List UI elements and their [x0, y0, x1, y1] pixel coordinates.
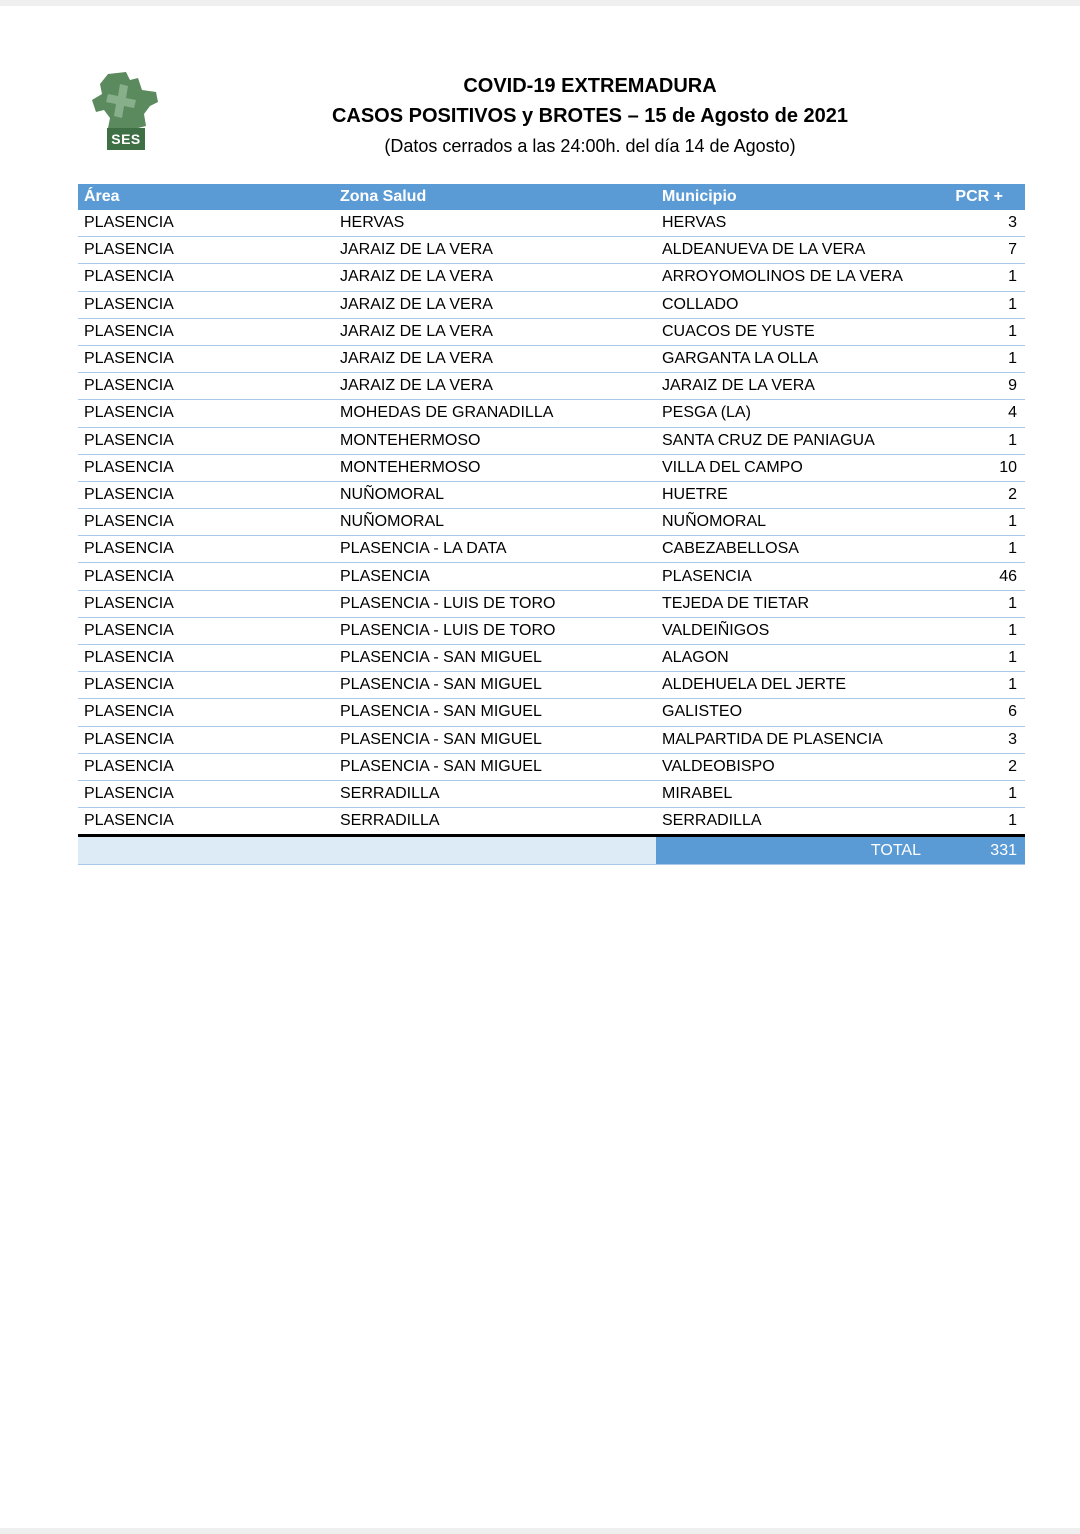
cell-municipio: ARROYOMOLINOS DE LA VERA — [656, 264, 926, 291]
cell-pcr: 6 — [926, 699, 1025, 726]
cell-zona-salud: NUÑOMORAL — [334, 509, 656, 536]
cell-area: PLASENCIA — [78, 373, 334, 400]
cell-area: PLASENCIA — [78, 400, 334, 427]
cell-municipio: PLASENCIA — [656, 563, 926, 590]
cell-municipio: SANTA CRUZ DE PANIAGUA — [656, 427, 926, 454]
cell-municipio: COLLADO — [656, 291, 926, 318]
cell-zona-salud: PLASENCIA - SAN MIGUEL — [334, 726, 656, 753]
cell-zona-salud: PLASENCIA - SAN MIGUEL — [334, 699, 656, 726]
document-header — [290, 72, 890, 160]
document-subtitle: CASOS POSITIVOS y BROTES – 15 de Agosto de 2021 — [331, 105, 849, 127]
column-header-zona-salud: Zona Salud — [334, 184, 656, 210]
data-cutoff-note: (Datos cerrados a las 24:00h. del día 14 de Agosto) — [384, 136, 796, 156]
cell-area: PLASENCIA — [78, 726, 334, 753]
cell-municipio: VILLA DEL CAMPO — [656, 454, 926, 481]
cell-pcr: 1 — [926, 536, 1025, 563]
ses-logo — [86, 70, 164, 152]
cell-pcr: 1 — [926, 509, 1025, 536]
cases-table — [78, 184, 1025, 865]
table-row — [78, 427, 1025, 454]
cell-municipio: GARGANTA LA OLLA — [656, 345, 926, 372]
cell-pcr: 1 — [926, 808, 1025, 836]
table-row — [78, 345, 1025, 372]
cell-pcr: 4 — [926, 400, 1025, 427]
total-label: TOTAL — [870, 841, 921, 859]
cell-zona-salud: NUÑOMORAL — [334, 481, 656, 508]
cell-municipio: TEJEDA DE TIETAR — [656, 590, 926, 617]
cell-pcr: 10 — [926, 454, 1025, 481]
table-row — [78, 617, 1025, 644]
cell-zona-salud: JARAIZ DE LA VERA — [334, 373, 656, 400]
cell-area: PLASENCIA — [78, 509, 334, 536]
total-row-spacer — [78, 836, 656, 865]
cell-zona-salud: SERRADILLA — [334, 808, 656, 836]
cell-municipio: MIRABEL — [656, 780, 926, 807]
cell-zona-salud: PLASENCIA - SAN MIGUEL — [334, 672, 656, 699]
cell-pcr: 1 — [926, 780, 1025, 807]
cell-zona-salud: PLASENCIA - LA DATA — [334, 536, 656, 563]
cell-zona-salud: MONTEHERMOSO — [334, 454, 656, 481]
cell-zona-salud: JARAIZ DE LA VERA — [334, 237, 656, 264]
table-row — [78, 590, 1025, 617]
cell-area: PLASENCIA — [78, 318, 334, 345]
total-row — [78, 836, 1025, 865]
table-row — [78, 509, 1025, 536]
cell-area: PLASENCIA — [78, 264, 334, 291]
cell-area: PLASENCIA — [78, 617, 334, 644]
cell-municipio: HERVAS — [656, 210, 926, 237]
cell-zona-salud: PLASENCIA - SAN MIGUEL — [334, 753, 656, 780]
cell-pcr: 1 — [926, 590, 1025, 617]
cell-area: PLASENCIA — [78, 645, 334, 672]
cell-pcr: 1 — [926, 345, 1025, 372]
cell-area: PLASENCIA — [78, 291, 334, 318]
cell-zona-salud: PLASENCIA - LUIS DE TORO — [334, 617, 656, 644]
cell-pcr: 1 — [926, 264, 1025, 291]
cell-municipio: CUACOS DE YUSTE — [656, 318, 926, 345]
cell-pcr: 1 — [926, 617, 1025, 644]
cell-area: PLASENCIA — [78, 210, 334, 237]
table-row — [78, 645, 1025, 672]
cell-pcr: 1 — [926, 291, 1025, 318]
cell-municipio: GALISTEO — [656, 699, 926, 726]
cell-municipio: MALPARTIDA DE PLASENCIA — [656, 726, 926, 753]
table-row — [78, 699, 1025, 726]
table-row — [78, 454, 1025, 481]
cell-zona-salud: PLASENCIA - LUIS DE TORO — [334, 590, 656, 617]
table-row — [78, 808, 1025, 836]
cell-pcr: 1 — [926, 318, 1025, 345]
table-row — [78, 536, 1025, 563]
cell-municipio: PESGA (LA) — [656, 400, 926, 427]
cell-pcr: 46 — [926, 563, 1025, 590]
table-row — [78, 672, 1025, 699]
logo-text: SES — [111, 131, 141, 147]
table-row — [78, 400, 1025, 427]
cell-area: PLASENCIA — [78, 590, 334, 617]
cell-area: PLASENCIA — [78, 563, 334, 590]
cell-area: PLASENCIA — [78, 481, 334, 508]
cell-zona-salud: JARAIZ DE LA VERA — [334, 264, 656, 291]
table-row — [78, 726, 1025, 753]
cell-area: PLASENCIA — [78, 672, 334, 699]
total-cell — [656, 836, 1025, 865]
cell-zona-salud: PLASENCIA - SAN MIGUEL — [334, 645, 656, 672]
cell-area: PLASENCIA — [78, 237, 334, 264]
cell-area: PLASENCIA — [78, 454, 334, 481]
cell-pcr: 7 — [926, 237, 1025, 264]
table-row — [78, 291, 1025, 318]
cell-pcr: 2 — [926, 753, 1025, 780]
table-header-row — [78, 184, 1025, 210]
table-row — [78, 780, 1025, 807]
cell-zona-salud: PLASENCIA — [334, 563, 656, 590]
cell-zona-salud: MOHEDAS DE GRANADILLA — [334, 400, 656, 427]
cell-municipio: SERRADILLA — [656, 808, 926, 836]
cell-area: PLASENCIA — [78, 808, 334, 836]
cell-municipio: VALDEIÑIGOS — [656, 617, 926, 644]
cell-pcr: 1 — [926, 645, 1025, 672]
cell-area: PLASENCIA — [78, 427, 334, 454]
table-body — [78, 210, 1025, 865]
table-row — [78, 264, 1025, 291]
cell-pcr: 1 — [926, 427, 1025, 454]
table-row — [78, 373, 1025, 400]
cell-municipio: VALDEOBISPO — [656, 753, 926, 780]
table-row — [78, 210, 1025, 237]
cell-zona-salud: JARAIZ DE LA VERA — [334, 345, 656, 372]
table-row — [78, 318, 1025, 345]
cell-zona-salud: JARAIZ DE LA VERA — [334, 291, 656, 318]
table-row — [78, 481, 1025, 508]
table-row — [78, 237, 1025, 264]
total-value: 331 — [990, 841, 1017, 859]
cell-zona-salud: HERVAS — [334, 210, 656, 237]
cell-area: PLASENCIA — [78, 699, 334, 726]
cell-pcr: 3 — [926, 210, 1025, 237]
cell-area: PLASENCIA — [78, 536, 334, 563]
table-row — [78, 563, 1025, 590]
cell-pcr: 9 — [926, 373, 1025, 400]
document-title: COVID-19 EXTREMADURA — [463, 75, 717, 97]
table-row — [78, 753, 1025, 780]
cell-area: PLASENCIA — [78, 780, 334, 807]
cell-municipio: ALDEHUELA DEL JERTE — [656, 672, 926, 699]
cell-municipio: HUETRE — [656, 481, 926, 508]
cell-zona-salud: SERRADILLA — [334, 780, 656, 807]
cell-municipio: ALAGON — [656, 645, 926, 672]
column-header-municipio: Municipio — [656, 184, 926, 210]
cell-pcr: 2 — [926, 481, 1025, 508]
cell-pcr: 1 — [926, 672, 1025, 699]
column-header-area: Área — [78, 184, 334, 210]
cell-municipio: NUÑOMORAL — [656, 509, 926, 536]
bottom-strip — [0, 1528, 1080, 1534]
column-header-pcr: PCR + — [926, 184, 1025, 210]
cell-municipio: CABEZABELLOSA — [656, 536, 926, 563]
top-strip — [0, 0, 1080, 6]
cell-area: PLASENCIA — [78, 345, 334, 372]
cell-pcr: 3 — [926, 726, 1025, 753]
cell-zona-salud: JARAIZ DE LA VERA — [334, 318, 656, 345]
cell-area: PLASENCIA — [78, 753, 334, 780]
cell-zona-salud: MONTEHERMOSO — [334, 427, 656, 454]
cell-municipio: ALDEANUEVA DE LA VERA — [656, 237, 926, 264]
cell-municipio: JARAIZ DE LA VERA — [656, 373, 926, 400]
